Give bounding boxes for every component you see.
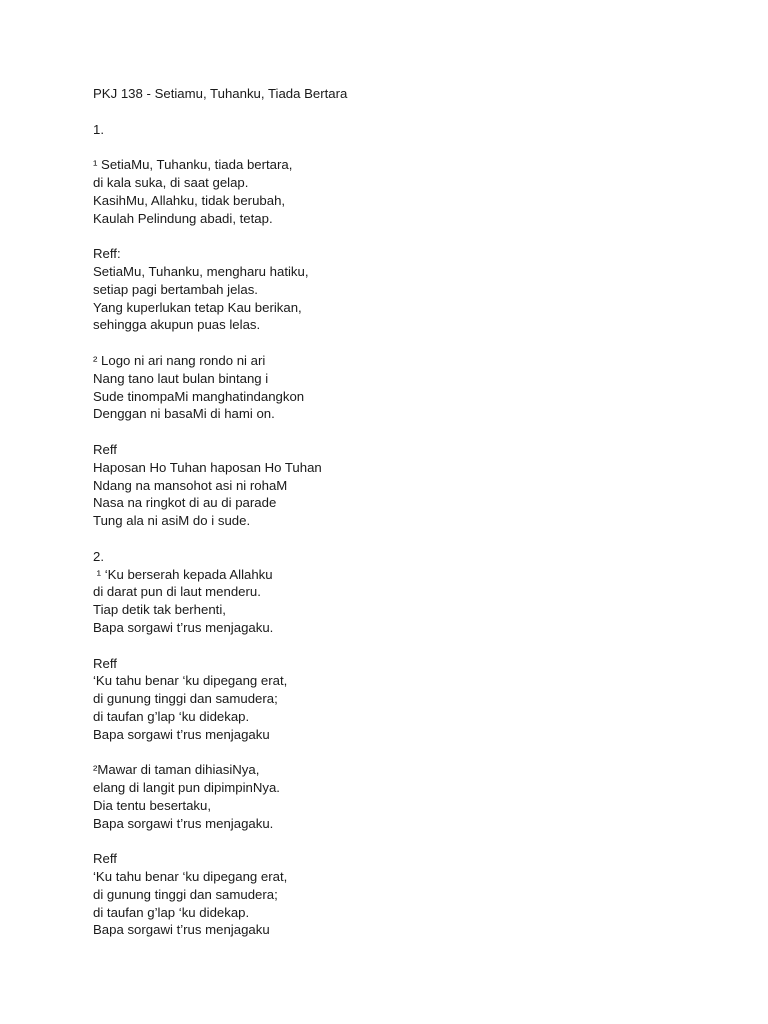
document-title: PKJ 138 - Setiamu, Tuhanku, Tiada Bertara [93,86,348,101]
lyric-section [93,245,733,334]
lyric-line: Yang kuperlukan tetap Kau berikan, [93,299,302,315]
lyric-line: ² Logo ni ari nang rondo ni ari [93,352,266,368]
lyric-line: Haposan Ho Tuhan haposan Ho Tuhan [93,459,322,475]
lyric-line: 2. [93,548,104,564]
lyric-line: Denggan ni basaMi di hami on. [93,406,275,422]
lyric-line: Tiap detik tak berhenti, [93,602,226,618]
lyric-line: Reff [93,655,117,671]
lyric-line: Reff [93,441,117,457]
section-spacer [93,423,733,441]
lyric-line: Dia tentu besertaku, [93,797,212,813]
document-page [93,85,733,939]
section-spacer [93,832,733,850]
lyric-line: di kala suka, di saat gelap. [93,174,249,190]
lyric-line: ²Mawar di taman dihiasiNya, [93,762,260,778]
lyric-line: di darat pun di laut menderu. [93,584,261,600]
section-spacer [93,743,733,761]
lyric-line: Reff [93,851,117,867]
section-spacer [93,227,733,245]
lyric-line: Nang tano laut bulan bintang i [93,370,269,386]
lyric-line: Tung ala ni asiM do i sude. [93,513,251,529]
lyric-line: di gunung tinggi dan samudera; [93,886,278,902]
lyric-section [93,352,733,423]
lyric-section [93,156,733,227]
lyric-line: di gunung tinggi dan samudera; [93,691,278,707]
lyric-section [93,121,733,139]
lyric-line: SetiaMu, Tuhanku, mengharu hatiku, [93,263,309,279]
lyric-line: ‘Ku tahu benar ‘ku dipegang erat, [93,869,288,885]
lyric-line: ¹ SetiaMu, Tuhanku, tiada bertara, [93,157,293,173]
lyric-line: 1. [93,121,104,137]
lyric-line: Reff: [93,246,121,262]
lyric-line: Bapa sorgawi t’rus menjagaku. [93,619,274,635]
lyric-line: Bapa sorgawi t’rus menjagaku [93,922,270,938]
section-spacer [93,637,733,655]
lyric-line: Bapa sorgawi t’rus menjagaku. [93,815,274,831]
lyric-line: ¹ ‘Ku berserah kepada Allahku [93,566,273,582]
lyric-section [93,850,733,939]
lyric-line: Sude tinompaMi manghatindangkon [93,388,305,404]
lyric-section [93,761,733,832]
lyric-line: Ndang na mansohot asi ni rohaM [93,477,288,493]
lyrics-body [93,103,733,939]
section-spacer [93,334,733,352]
lyric-section [93,548,733,637]
lyric-line: Bapa sorgawi t’rus menjagaku [93,726,270,742]
lyric-line: Kaulah Pelindung abadi, tetap. [93,210,273,226]
section-spacer [93,138,733,156]
section-spacer [93,530,733,548]
lyric-line: di taufan g’lap ‘ku didekap. [93,708,250,724]
lyric-line: ‘Ku tahu benar ‘ku dipegang erat, [93,673,288,689]
lyric-section [93,655,733,744]
lyric-section [93,441,733,530]
lyric-line: elang di langit pun dipimpinNya. [93,780,280,796]
lyric-line: sehingga akupun puas lelas. [93,317,261,333]
lyric-line: Nasa na ringkot di au di parade [93,495,277,511]
section-spacer [93,103,733,121]
lyric-line: setiap pagi bertambah jelas. [93,281,258,297]
lyric-line: di taufan g’lap ‘ku didekap. [93,904,250,920]
lyric-line: KasihMu, Allahku, tidak berubah, [93,192,286,208]
